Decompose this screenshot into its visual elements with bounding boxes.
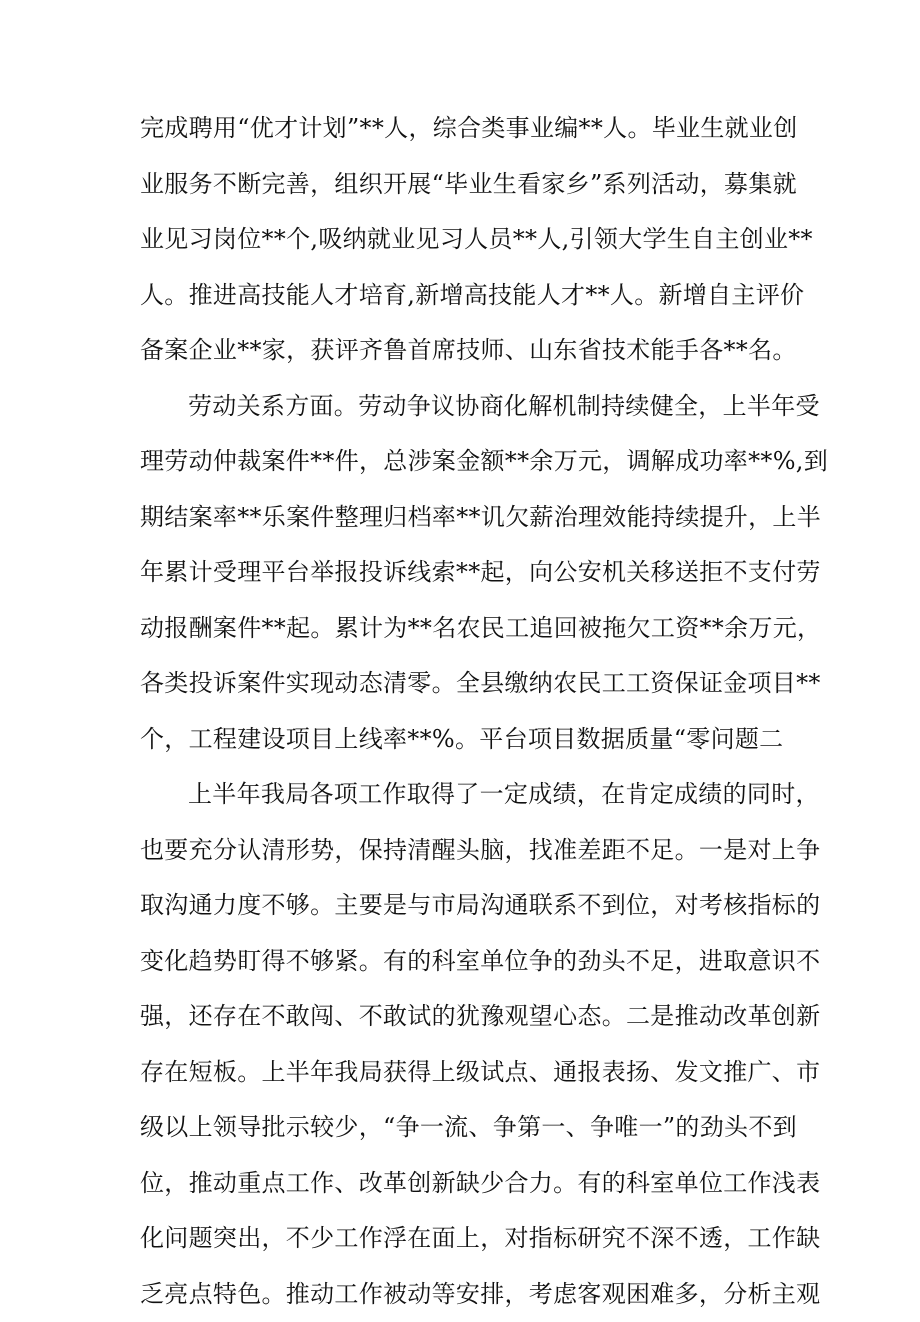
paragraph-2-line-5: 动报酬案件**起。累计为**名农民工追回被拖欠工资**余万元， xyxy=(140,601,790,657)
paragraph-2-line-7: 个，工程建设项目上线率**%。平台项目数据质量“零问题二 xyxy=(140,712,790,768)
paragraph-2-line-2: 理劳动仲裁案件**件，总涉案金额**余万元，调解成功率**%,到 xyxy=(140,434,790,490)
paragraph-3-line-2: 也要充分认清形势，保持清醒头脑，找准差距不足。一是对上争 xyxy=(140,823,790,879)
paragraph-3-line-4: 变化趋势盯得不够紧。有的科室单位争的劲头不足，进取意识不 xyxy=(140,934,790,990)
paragraph-1-line-4: 人。推进高技能人才培育,新增高技能人才**人。新增自主评价 xyxy=(140,268,790,324)
paragraph-1-line-1: 完成聘用“优才计划”**人，综合类事业编**人。毕业生就业创 xyxy=(140,101,790,157)
document-body xyxy=(140,101,790,1322)
paragraph-3-line-6: 存在短板。上半年我局获得上级试点、通报表扬、发文推广、市 xyxy=(140,1045,790,1101)
paragraph-3-line-1: 上半年我局各项工作取得了一定成绩，在肯定成绩的同时， xyxy=(140,767,790,823)
paragraph-3-line-9: 化问题突出，不少工作浮在面上，对指标研究不深不透，工作缺 xyxy=(140,1211,790,1267)
paragraph-3-line-10: 乏亮点特色。推动工作被动等安排，考虑客观困难多，分析主观 xyxy=(140,1267,790,1322)
paragraph-3-line-8: 位，推动重点工作、改革创新缺少合力。有的科室单位工作浅表 xyxy=(140,1156,790,1212)
paragraph-1-line-5: 备案企业**家，获评齐鲁首席技师、山东省技术能手各**名。 xyxy=(140,323,790,379)
paragraph-1-line-2: 业服务不断完善，组织开展“毕业生看家乡”系列活动，募集就 xyxy=(140,157,790,213)
paragraph-3-line-3: 取沟通力度不够。主要是与市局沟通联系不到位，对考核指标的 xyxy=(140,878,790,934)
paragraph-2-line-3: 期结案率**乐案件整理归档率**讥欠薪治理效能持续提升，上半 xyxy=(140,490,790,546)
paragraph-2-line-6: 各类投诉案件实现动态清零。全县缴纳农民工工资保证金项目** xyxy=(140,656,790,712)
paragraph-3-line-5: 强，还存在不敢闯、不敢试的犹豫观望心态。二是推动改革创新 xyxy=(140,989,790,1045)
paragraph-3-line-7: 级以上领导批示较少，“争一流、争第一、争唯一”的劲头不到 xyxy=(140,1100,790,1156)
paragraph-1-line-3: 业见习岗位**个,吸纳就业见习人员**人,引领大学生自主创业** xyxy=(140,212,790,268)
paragraph-2-line-4: 年累计受理平台举报投诉线索**起，向公安机关移送拒不支付劳 xyxy=(140,545,790,601)
paragraph-2-line-1: 劳动关系方面。劳动争议协商化解机制持续健全，上半年受 xyxy=(140,379,790,435)
